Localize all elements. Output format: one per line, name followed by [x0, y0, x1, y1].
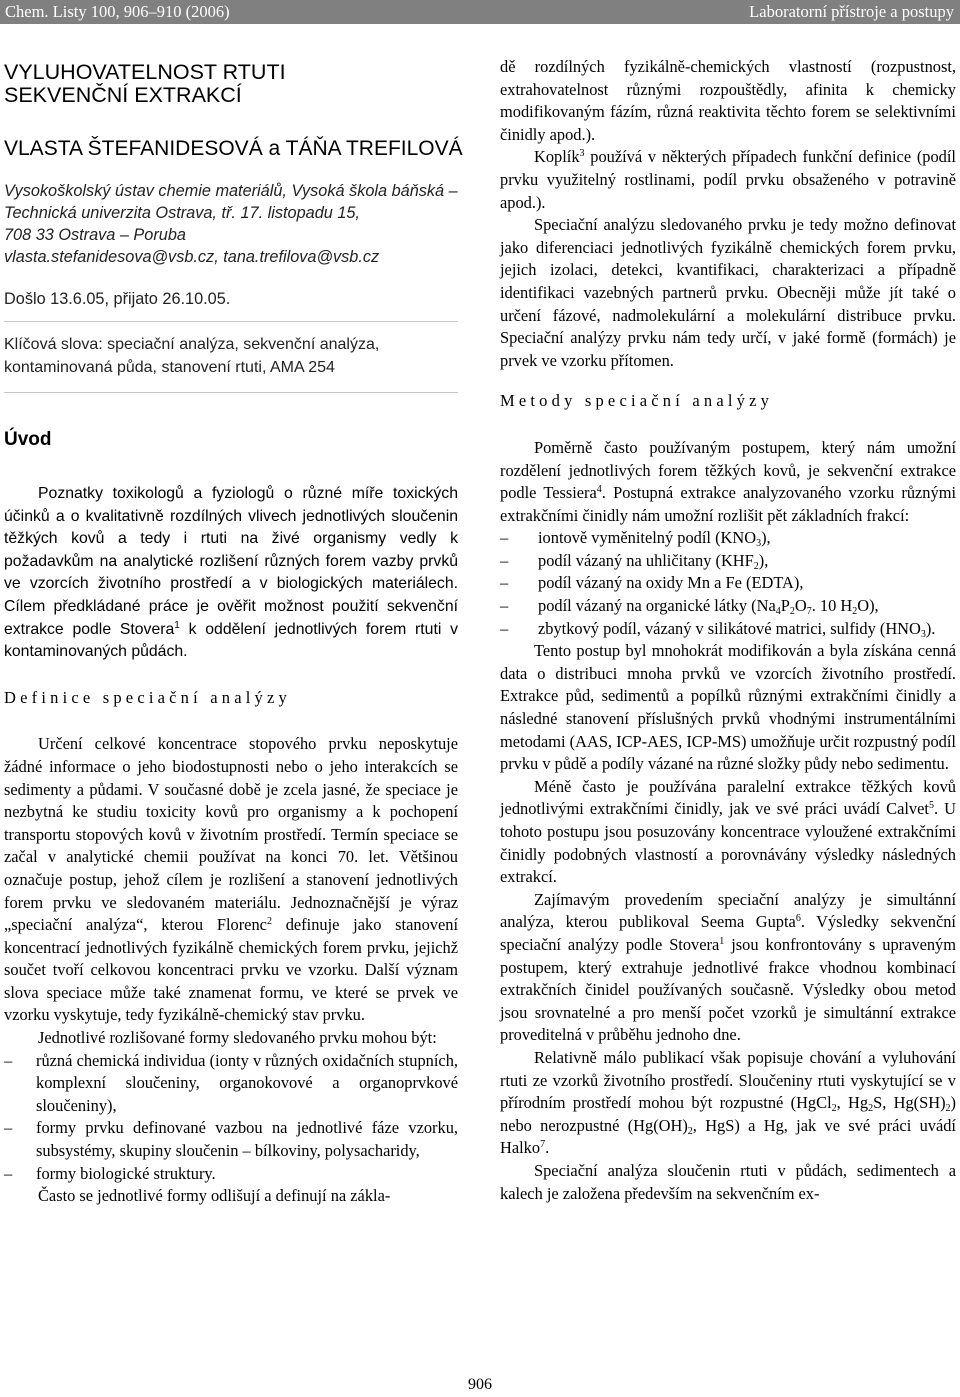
paragraph: Koplík$^3$ používá v některých případech funkční definice (podíl prvku využitelný rostlinami, podíl prvku obsaženého v potravině apod.). [500, 147, 956, 212]
list-item: – různá chemická individua (ionty v různých oxidačních stupních, komplexní sloučeniny, organokovové a organoprvkové sloučeniny), [4, 1050, 458, 1118]
divider [4, 392, 458, 393]
section-heading-intro: Úvod [4, 429, 52, 450]
right-column [500, 50, 956, 1205]
journal-citation: Chem. Listy 100, 906–910 (2006) [5, 2, 230, 21]
left-column [4, 50, 463, 1208]
definition-paragraph: Často se jednotlivé formy odlišují a definují na zákla- [38, 1186, 391, 1206]
definition-paragraph: Jednotlivé rozlišované formy sledovaného prvku mohou být: [38, 1028, 437, 1048]
affiliation-line: Vysokoškolský ústav chemie materiálů, Vysoká škola báňská – [4, 182, 458, 200]
fraction-item: – iontově vyměnitelný podíl $(KNO_3)$, [500, 527, 956, 550]
methods-paragraph: Relativně málo publikací však popisuje chování a vyluhování rtuti ze vzorků životního prostředí. Sloučeniny rtuti vyskytující se v přírodním prostředí mohou být rozpustné (HgCl$_2$, $Hg_2S$, $Hg(SH)_2$) nebo nerozpustné ($Hg(OH)_2$, HgS) a Hg, jak ve své práci uvádí Halko$^7$. [500, 1047, 957, 1158]
fraction-item: – zbytkový podíl, vázaný v silikátové matrici, sulfidy $(HNO_3)$. [500, 618, 956, 641]
email-line: vlasta.stefanidesova@vsb.cz, tana.trefilova@vsb.cz [4, 248, 380, 266]
fraction-item: – podíl vázaný na uhličitany $(KHF_2)$, [500, 550, 956, 573]
intro-paragraph: Poznatky toxikologů a fyziologů o různé míře toxických účinků a o kvalitativně rozdílných vlivech jednotlivých sloučenin těžkých kovů a tedy i rtuti na živé organismy vedly k požadavkům na analytické rozlišení různých forem vazby prvků ve vzorcích životního prostředí a v biologických materiálech. Cílem předkládané práce je ověřit možnost použití sekvenční extrakce podle Stovera$^1$ k oddělení jednotlivých forem rtuti v kontaminovaných půdách. [4, 485, 458, 661]
affiliation-line: Technická univerzita Ostrava, tř. 17. listopadu 15, [4, 204, 360, 222]
paragraph: dě rozdílných fyzikálně-chemických vlastností (rozpustnost, extrahovatelnost různými rozpouštědly, afinita k chemicky modifikovaným fázím, různá reaktivita těchto forem se selektivními činidly apod.). [500, 57, 956, 144]
received-dates: Došlo 13.6.05, přijato 26.10.05. [4, 290, 231, 308]
keywords-line: kontaminovaná půda, stanovení rtuti, AMA 254 [4, 359, 335, 376]
page-number: 906 [468, 1376, 492, 1393]
title-line: SEKVENČNÍ EXTRAKCÍ [4, 83, 242, 107]
section-name: Laboratorní přístroje a postupy [749, 2, 954, 21]
affiliation [4, 180, 458, 268]
section-heading-methods: Metody speciační analýzy [500, 391, 774, 411]
list-item: – formy prvku definované vazbou na jednotlivé fáze vzorku, subsystémy, skupiny sloučenin – bílkoviny, polysacharidy, [4, 1117, 458, 1162]
running-header [0, 0, 960, 24]
methods-paragraph: Zajímavým provedením speciační analýzy je simultánní analýza, kterou publikoval Seema Gupta$^6$. Výsledky sekvenční speciační analýzy podle Stovera$^1$ jsou konfrontovány s upraveným postupem, který extrahuje jednotlivé frakce vhodnou kombinací extrakčních činidel používaných současně. Výsledky obou metod jsou srovnatelné a pro menší počet vzorků je simultánní extrakce proveditelná v průběhu jednoho dne. [500, 889, 956, 1045]
title-line: VYLUHOVATELNOST RTUTI [4, 60, 286, 84]
definition-paragraph: Určení celkové koncentrace stopového prvku neposkytuje žádné informace o jeho biodostupnosti nebo o jeho interakcích se sedimenty a půdami. V současné době je zcela jasné, že speciace je nezbytná ke studiu toxicity kovů pro organismy a k pochopení transportu stopových kovů v životním prostředí. Termín speciace se začal v analytické chemii používat na konci 70. let. Většinou označuje postup, jehož cílem je rozlišení a stanovení jednotlivých forem prvku ve sledovaném materiálu. Jednoznačnější je výraz „speciační analýza“, kterou Florenc$^2$ definuje jako stanovení koncentrací jednotlivých fyzikálně chemických forem prvku, jejichž součet tvoří celkovou koncentraci prvku ve vzorku. Další význam slova speciace může také znamenat formu, ve které se prvek ve vzorku vyskytuje, tedy fyzikálně-chemický stav prvku. [4, 734, 458, 1025]
keywords-line: Klíčová slova: speciační analýza, sekvenční analýza, [4, 336, 380, 353]
authors: VLASTA ŠTEFANIDESOVÁ a TÁŇA TREFILOVÁ [4, 137, 463, 160]
methods-paragraph: Speciační analýza sloučenin rtuti v půdách, sedimentech a kalech je založena především na sekvenčním ex- [500, 1160, 956, 1203]
methods-paragraph: Poměrně často používaným postupem, který nám umožní rozdělení jednotlivých forem těžkých kovů, je sekvenční extrakce podle Tessiera$^4$. Postupná extrakce analyzovaného vzorku různými extrakčními činidly nám umožní rozlišit pět základních frakcí: [500, 437, 956, 525]
keywords [4, 333, 458, 379]
fraction-item: – podíl vázaný na organické látky ($Na_4P_2O_7$. 10 $H_2O$), [500, 595, 956, 618]
fraction-item: – podíl vázaný na oxidy Mn a Fe (EDTA), [500, 572, 956, 595]
section-heading-definition: Definice speciační analýzy [4, 687, 291, 707]
divider [4, 321, 458, 322]
list-item: – formy biologické struktury. [4, 1163, 458, 1186]
paragraph: Speciační analýzu sledovaného prvku je tedy možno definovat jako diferenciaci jednotlivých fyzikálně chemických forem prvku, jejich izolaci, detekci, kvantifikaci, charakterizaci a případně identifikaci vazebných partnerů prvku. Obecněji může jít také o určení fázové, nadmolekulární a molekulární distribuce prvku. Speciační analýzy prvku nám tedy určí, v jaké formě (formách) je prvek ve vzorku přítomen. [500, 215, 956, 370]
methods-paragraph: Tento postup byl mnohokrát modifikován a byla získána cenná data o distribuci mnoha prvků ve vzorcích životního prostředí. Extrakce půd, sedimentů a popílků různými extrakčními činidly a následné stanovení příslušných prvků vhodnými instrumentálními metodami (AAS, ICP-AES, ICP-MS) umožňuje určit rozpustný podíl prvku v půdě a podíly vázané na různé složky půdy nebo sedimentu. [500, 641, 956, 774]
methods-paragraph: Méně často je používána paralelní extrakce těžkých kovů jednotlivými extrakčními činidly, jak ve své práci uvádí Calvet$^5$. U tohoto postupu jsou posuzovány koncentrace vyloužené extrakčními činidly podobných vlastností a porovnávány výsledky následných extrakcí. [500, 776, 956, 887]
affiliation-line: 708 33 Ostrava – Poruba [4, 226, 186, 244]
article-title [4, 61, 458, 107]
